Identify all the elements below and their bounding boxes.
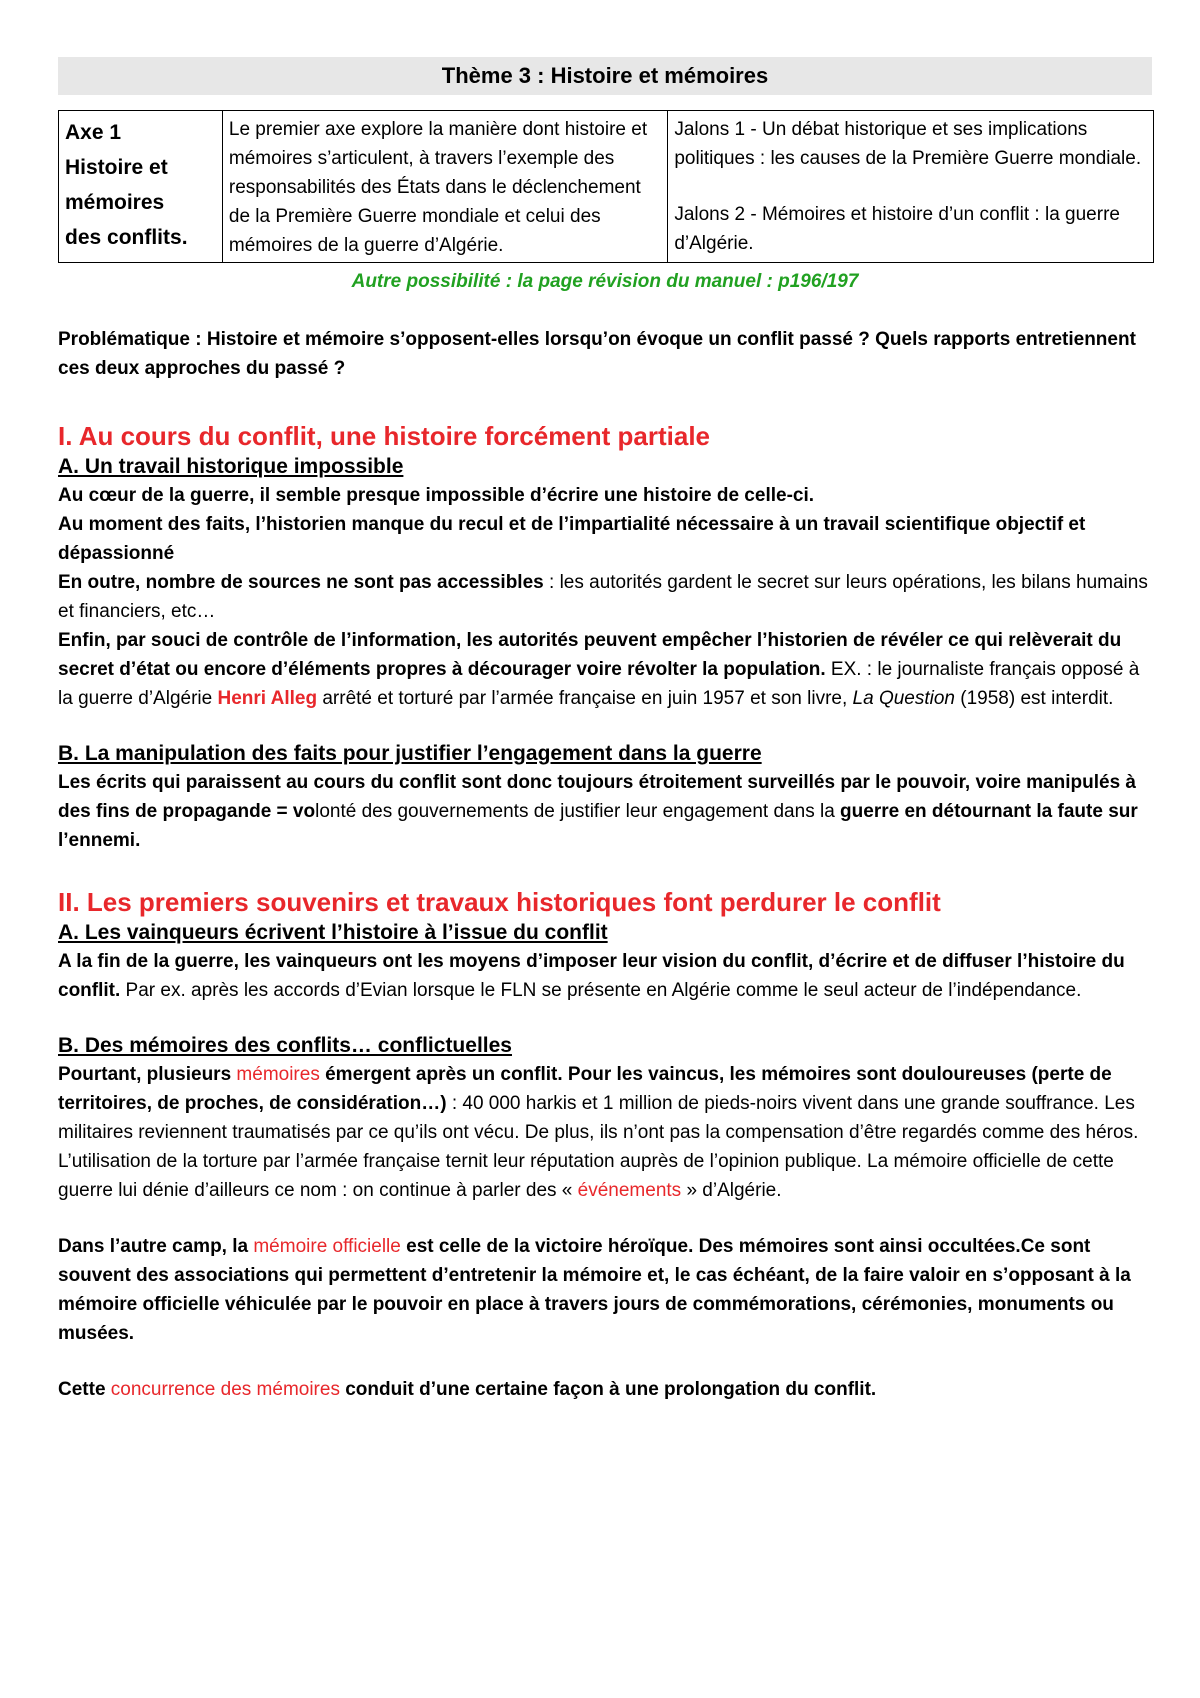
paragraph	[58, 947, 1152, 1005]
text: (1958) est interdit.	[955, 688, 1114, 709]
text: : 40 000 harkis et 1 million de pieds-noirs vivent dans une grande souffrance. Les militaires reviennent traumatisés par ce qu’ils ont vécu. De plus, ils n’ont pas la compensation d’être regardés comme des héros. L’utilisation de la torture par l’armée française ternit leur réputation auprès de l’opinion publique. La mémoire officielle de cette guerre lui dénie d’ailleurs ce nom : on continue à parler des «	[58, 1093, 1139, 1201]
section-2-title: II. Les premiers souvenirs et travaux historiques font perdurer le conflit	[58, 887, 941, 917]
axis-label: mémoires	[65, 191, 165, 214]
axis-label: Histoire et	[65, 156, 168, 179]
axis-table	[58, 110, 1154, 263]
text-bold: conduit d’une certaine façon à une prolongation du conflit.	[339, 1379, 877, 1400]
text-bold: guerre en détournant la faute sur l’ennemi.	[58, 801, 1138, 851]
text-bold: En outre, nombre de sources ne sont pas accessibles	[58, 572, 544, 593]
section-2b-title: B. Des mémoires des conflits… conflictuelles	[58, 1034, 512, 1057]
text: lonté des gouvernements de justifier leur engagement dans la	[315, 801, 835, 822]
highlight-name: Henri Alleg	[217, 688, 318, 709]
axis-description-cell: Le premier axe explore la manière dont histoire et mémoires s’articulent, à travers l’exemple des responsabilités des États dans le déclenchement de la Première Guerre mondiale et celui des mémoires de la guerre d’Algérie.	[222, 111, 667, 263]
section-1a-title: A. Un travail historique impossible	[58, 455, 404, 478]
highlight-term: concurrence des mémoires	[110, 1379, 340, 1400]
paragraph: Au cœur de la guerre, il semble presque impossible d’écrire une histoire de celle-ci.	[58, 485, 815, 506]
section-2a-title: A. Les vainqueurs écrivent l’histoire à l’issue du conflit	[58, 921, 608, 944]
paragraph	[58, 1060, 1152, 1205]
jalon-1: Jalons 1 - Un débat historique et ses implications politiques : les causes de la Première Guerre mondiale.	[674, 119, 1142, 169]
jalon-2: Jalons 2 - Mémoires et histoire d’un conflit : la guerre d’Algérie.	[674, 204, 1120, 254]
document-page	[58, 57, 1152, 1404]
paragraph: Au moment des faits, l’historien manque du recul et de l’impartialité nécessaire à un travail scientifique objectif et dépassionné	[58, 514, 1086, 564]
revision-note: Autre possibilité : la page révision du manuel : p196/197	[351, 271, 859, 292]
text-bold: est celle de la victoire héroïque. Des mémoires sont ainsi occultées.Ce sont souvent des associations qui permettent d’entretenir la mémoire et, le cas échéant, de la faire valoir en s’opposant à la mémoire officielle véhiculée par le pouvoir en place à travers jours de commémorations, cérémonies, monuments ou musées.	[58, 1236, 1131, 1344]
document-title: Thème 3 : Histoire et mémoires	[58, 57, 1152, 95]
text-bold: Dans l’autre camp, la	[58, 1236, 254, 1257]
text: » d’Algérie.	[681, 1180, 782, 1201]
text-bold: Cette	[58, 1379, 111, 1400]
problematique: Problématique : Histoire et mémoire s’opposent-elles lorsqu’on évoque un conflit passé ? Quels rapports entretiennent ces deux approches du passé ?	[58, 329, 1136, 379]
section-1b-title: B. La manipulation des faits pour justifier l’engagement dans la guerre	[58, 742, 762, 765]
axis-label: Axe 1	[65, 121, 122, 144]
axis-label: des conflits.	[65, 226, 188, 249]
text: EX. : le journaliste français opposé à la guerre d’Algérie	[58, 659, 1140, 709]
text-bold: Enfin, par souci de contrôle de l’information, les autorités peuvent empêcher l’historien de révéler ce qui relèverait du secret d’état ou encore d’éléments propres à décourager voire révolter la population.	[58, 630, 1122, 680]
paragraph	[58, 626, 1152, 713]
highlight-term: événements	[577, 1180, 682, 1201]
highlight-term: mémoires	[236, 1064, 320, 1085]
table-row	[59, 111, 1154, 263]
text-bold: A la fin de la guerre, les vainqueurs ont les moyens d’imposer leur vision du conflit, d’écrire et de diffuser l’histoire du conflit.	[58, 951, 1125, 1001]
axis-name-cell	[59, 111, 223, 263]
text: : les autorités gardent le secret sur leurs opérations, les bilans humains et financiers, etc…	[58, 572, 1148, 622]
section-1-title: I. Au cours du conflit, une histoire forcément partiale	[58, 421, 711, 451]
text-bold: Pourtant, plusieurs	[58, 1064, 237, 1085]
text: arrêté et torturé par l’armée française en juin 1957 et son livre,	[317, 688, 853, 709]
text-bold: émergent après un conflit. Pour les vaincus, les mémoires sont douloureuses (perte de territoires, de proches, de considération…)	[58, 1064, 1112, 1114]
text-bold: Les écrits qui paraissent au cours du conflit sont donc toujours étroitement surveillés par le pouvoir, voire manipulés à des fins de propagande = vo	[58, 772, 1136, 822]
axis-jalons-cell	[668, 111, 1154, 263]
paragraph	[58, 568, 1152, 626]
paragraph	[58, 768, 1152, 855]
book-title: La Question	[852, 688, 955, 709]
highlight-term: mémoire officielle	[253, 1236, 401, 1257]
paragraph	[58, 1232, 1152, 1348]
paragraph	[58, 1375, 1152, 1404]
text: Par ex. après les accords d’Evian lorsque le FLN se présente en Algérie comme le seul acteur de l’indépendance.	[120, 980, 1082, 1001]
